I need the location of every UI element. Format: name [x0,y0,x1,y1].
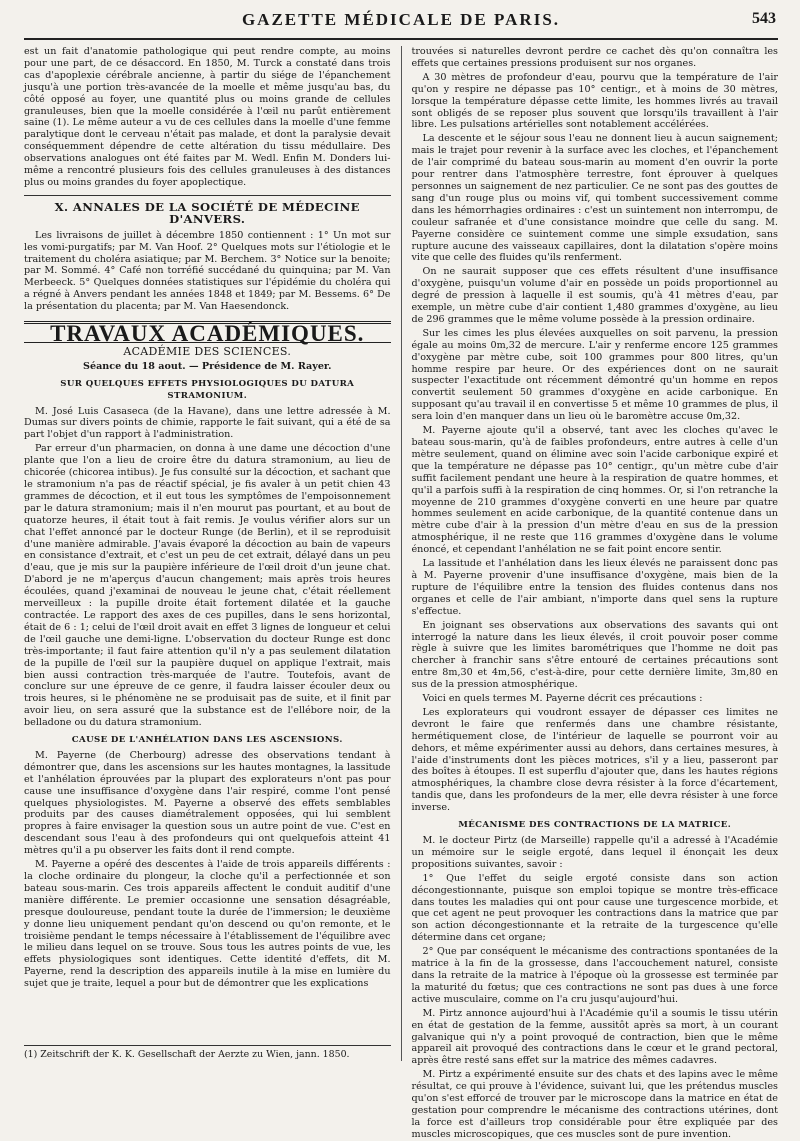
right-paragraph-15: M. Pirtz a expérimenté ensuite sur des chats et des lapins avec le même résultat, ce qui prouve à l'évidence, suivant lui, que les prétendus muscles qu'on s'est efforcé de trouver par le microscope dans la matrice en état de gestation pour comprendre le mécanisme des contractions utérines, dont la force est d'ailleurs trop considérable pour être expliquée par des muscles microscopiques, que ces muscles sont de pure invention. [411,1069,778,1140]
sitting-line: Séance du 18 aout. — Présidence de M. Rayer. [83,360,332,372]
right-paragraph-6: M. Payerne ajoute qu'il a observé, tant avec les cloches qu'avec le bateau sous-marin, qu'à de faibles profondeurs, entre autres à celle d'un mètre seulement, quand on élimine avec soin l'acide carbonique expiré et que la température ne dépasse pas 10° centigr., qu'un mètre cube d'air suffit facilement pendant une heure à la respiration de quatre hommes, et qu'il a parfois suffi à la respiration de cinq hommes. Or, si l'on retranche la moyenne de 210 grammes d'oxygène converti en une heure par quatre hommes seulement en acide carbonique, de la quantité contenue dans un mètre cube d'air à la pression d'un mètre d'eau en sus de la pression atmosphérique, il ne reste que 116 grammes d'oxygène dans le volume énoncé, et cependant l'anhélation ne se fait point encore sentir. [411,425,778,556]
right-paragraph-12: 1° Que l'effet du seigle ergoté consiste dans son action décongestionnante, puisque son emploi topique se montre très-efficace dans toutes les maladies qui ont pour cause une turgescence morbide, et que cet agent ne peut provoquer les contractions dans la matrice que par son action décongestionnante et la retraite de la turgescence qu'elle détermine dans cet organe; [411,872,778,944]
anhelation-rubric: CAUSE DE L'ANHÉLATION DANS LES ASCENSIONS. [71,735,343,746]
matrice-rubric: MÉCANISME DES CONTRACTIONS DE LA MATRICE. [458,820,732,831]
right-paragraph-2: A 30 mètres de profondeur d'eau, pourvu que la température de l'air qu'on y respire ne dépasse pas 10° centigr., et à moins de 30 mètres, lorsque la température dépasse cette limite, les hommes livrés au travail sont obligés de se reposer plus souvent que lorsqu'ils travaillent à l'air libre. Les pulsations artérielles sont notablement accélérées. [411,71,778,131]
right-paragraph-11: M. le docteur Pirtz (de Marseille) rappelle qu'il a adressé à l'Académie un mémoire sur le seigle ergoté, dans lequel il énonçait les deux propositions suivantes, savoir : [411,835,778,870]
text-columns [24,46,778,1140]
journal-title: GAZETTE MÉDICALE DE PARIS. [241,10,561,29]
datura-paragraph-1: M. José Luis Casaseca (de la Havane), dans une lettre adressée à M. Dumas sur divers points de chimie, rapporte le fait suivant, qui a été de sa part l'objet d'un rapport à l'administration. [24,405,391,441]
section-x-text: Les livraisons de juillet à décembre 1850 contiennent : 1° Un mot sur les vomi-purgatifs; par M. Van Hoof. 2° Quelques mots sur l'étiologie et le traitement du choléra asiatique; par M. Berchem. 3° Notice sur la benoite; par M. Sommé. 4° Café non torréfié succédané du quinquina; par M. Van Merbeeck. 5° Quelques données statistiques sur l'épidémie du choléra qui a régné à Anvers pendant les années 1848 et 1849; par M. Bessems. 6° De la présentation du placenta; par M. Van Haesendonck. [24,229,391,313]
right-paragraph-3: La descente et le séjour sous l'eau ne donnent lieu à aucun saignement; mais le trajet pour revenir à la surface avec les cloches, et l'épanchement de l'air comprimé du bateau sous-marin au moment d'en ouvrir la porte pour rentrer dans l'atmosphère terrestre, font éprouver à quelques personnes un saignement de nez particulier. Ce ne sont pas des gouttes de sang d'un rouge plus ou moins vif, qui tombent successivement comme dans les hémorrhagies ordinaires : c'est un suintement non interrompu, de couleur safranée et d'une consistance moindre que celle du sang. M. Payerne considère ce suintement comme une simple exsudation, sans rupture aucune des vaisseaux capillaires, dont la dilatation s'opère moins vite que celle des fluides qu'ils renferment. [411,133,778,264]
right-column [411,46,778,1140]
right-paragraph-13: 2° Que par conséquent le mécanisme des contractions spontanées de la matrice à la fin de la grossesse, dans l'accouchement naturel, consiste dans la retraite de la matrice à l'époque où la grossesse est terminée par la maturité du fœtus; que ces contractions ne sont pas dues à une force active musculaire, comme on l'a cru jusqu'aujourd'hui. [411,946,778,1005]
datura-paragraph-2: Par erreur d'un pharmacien, on donna à une dame une décoction d'une plante que l'on a lieu de croire être du datura stramonium, au lieu de chicorée (chicorea intibus). Je fus consulté sur la décoction, et sachant que le stramonium n'a pas de réactif spécial, je fis avaler à un petit chien 43 grammes de décoction, et il eut tous les symptômes de l'empoisonnement par le datura stramonium; mais il n'en mourut pas pourtant, et au bout de quatorze heures, il était tout à fait remis. Je voulus vérifier alors sur un chat l'effet annoncé par le docteur Runge (de Berlin), et il se reproduisit d'une manière admirable. J'avais évaporé la décoction au bain de vapeurs en consistance d'extrait, et c'est un peu de cet extrait, délayé dans un peu d'eau, que je mis sur la paupière inférieure de l'œil droit d'un jeune chat. D'abord je ne m'aperçus d'aucun changement; mais après trois heures écoulées, quand j'examinai de nouveau le jeune chat, c'était réellement merveilleux : la pupille droite était fortement dilatée et la gauche contractée. Le rapport des axes de ces pupilles, dans le sens horizontal, était de 6 : 1; celui de l'œil droit avait en effet 3 lignes de longueur et celui de l'œil gauche une demi-ligne. L'observation du docteur Runge est donc très-importante; il faut faire attention qu'il n'y a pas seulement dilatation de la pupille de l'œil sur la paupière duquel on applique l'extrait, mais bien aussi contraction très-marquée de l'autre. Toutefois, avant de conclure sur une épreuve de ce genre, il faudra laisser écouler deux ou trois heures, si le phénomène ne se produisait pas de suite, et il finit par avoir lieu, on sera assuré que la substance est de l'ellébore noir, de la belladone ou du datura stramonium. [24,443,391,729]
left-column [24,46,391,1061]
anhelation-paragraph-2: M. Payerne a opéré des descentes à l'aide de trois appareils différents : la cloche ordinaire du plongeur, la cloche qu'il a perfectionnée et son bateau sous-marin. Ces trois appareils affectent le conduit auditif d'une manière différente. Le premier occasionne une sensation désagréable, presque douloureuse, pendant toute la durée de l'immersion; le deuxième y donne lieu uniquement pendant qu'on descend ou qu'on remonte, et le troisième pendant le temps nécessaire à l'établissement de l'équilibre avec le milieu dans lequel on se trouve. Sous tous les autres points de vue, les effets physiologiques sont identiques. Cette identité d'effets, dit M. Payerne, rend la description des appareils inutile à la mise en lumière du sujet que je traite, lequel a pour but de démontrer que les explications [24,859,391,990]
footnote: (1) Zeitschrift der K. K. Gesellschaft der Aerzte zu Wien, jann. 1850. [24,1045,391,1061]
right-paragraph-10: Les explorateurs qui voudront essayer de dépasser ces limites ne devront le faire que renfermés dans une chambre résistante, hermétiquement close, de l'intérieur de laquelle se pourront voir au dehors, et même expérimenter aussi au dehors, dans certaines mesures, à l'aide d'instruments dont les pièces motrices, s'il y a lieu, passeront par des boîtes à étoupes. Il est superflu d'ajouter que, dans les hautes régions atmosphériques, la chambre close devra résister à la force d'écartement, tandis que, dans les profondeurs de la mer, elle devra résister à une force inverse. [411,706,778,814]
right-paragraph-7: La lassitude et l'anhélation dans les lieux élevés ne paraissent donc pas à M. Payerne provenir d'une insuffisance d'oxygène, mais bien de la rupture de l'équilibre entre la tension des fluides contenus dans nos organes et celle de l'air ambiant, n'importe dans quel sens la rupture s'effectue. [411,558,778,617]
right-paragraph-8: En joignant ses observations aux observations des savants qui ont interrogé la nature dans les lieux élevés, il croit pouvoir poser comme règle à suivre que les limites barométriques que l'homme ne doit pas chercher à franchir sans s'être entouré de certaines précautions sont entre 8m,30 et 4m,56, c'est-à-dire, pour cette dernière limite, 3m,80 en sus de la pression atmosphérique. [411,619,778,691]
academy-heading: ACADÉMIE DES SCIENCES. [123,344,292,358]
right-paragraph-5: Sur les cimes les plus élevées auxquelles on soit parvenu, la pression égale au moins 0m,32 de mercure. L'air y renferme encore 125 grammes d'oxygène par mètre cube, soit 100 grammes pour 800 litres, qu'un homme respire par heure. Or des expériences dont on ne saurait suspecter l'exactitude ont récemment démontré qu'un homme en repos convertit seulement 50 grammes d'oxygène en acide carbonique. En supposant qu'au travail il en convertisse 5 et même 10 grammes de plus, il sera loin d'en manquer dans un lieu où le baromètre accuse 0m,32. [411,327,778,423]
right-paragraph-14: M. Pirtz annonce aujourd'hui à l'Académie qu'il a soumis le tissu utérin en état de gestation de la femme, aussitôt après sa mort, à un courant galvanique qui n'y a point provoqué de contraction, bien que le même appareil ait provoqué des contractions dans le cœur et le grand pectoral, après être resté sans effet sur la matrice des mêmes cadavres. [411,1007,778,1067]
right-paragraph-9: Voici en quels termes M. Payerne décrit ces précautions : [422,693,703,705]
intro-paragraph: est un fait d'anatomie pathologique qui peut rendre compte, au moins pour une part, de ce désaccord. En 1850, M. Turck a constaté dans trois cas d'apoplexie cérébrale ancienne, à partir du siége de l'épanchement jusqu'à une portion très-avancée de la moelle et même jusqu'au bas, du côté opposé au foyer, une quantité plus ou moins grande de cellules granuleuses, bien que la moelle considérée à l'œil nu parût entièrement saine (1). Le même auteur a vu de ces cellules dans la moelle d'une femme paralytique dont le cerveau n'était pas malade, et dont la paralysie devait conséquemment dépendre de cette altération du tissu médullaire. Des observations analogues ont été faites par M. Wedl. Enfin M. Donders lui-même a rencontré plusieurs fois des cellules granuleuses à des distances plus ou moins grandes du foyer apoplectique. [24,46,391,188]
right-paragraph-1: trouvées si naturelles devront perdre ce cachet dès qu'on connaîtra les effets que certaines pressions produisent sur nos organes. [411,46,778,69]
travaux-academiques-banner: TRAVAUX ACADÉMIQUES. [24,321,391,343]
page-header [24,8,778,40]
right-paragraph-4: On ne saurait supposer que ces effets résultent d'une insuffisance d'oxygène, puisqu'un volume d'air en possède un poids proportionnel au degré de pression à laquelle il est soumis, qu'à 41 mètres d'eau, par exemple, un mètre cube d'air contient 1,480 grammes d'oxygène, au lieu de 296 grammes que le même volume possède à la pression ordinaire. [411,266,778,325]
anhelation-paragraph-1: M. Payerne (de Cherbourg) adresse des observations tendant à démontrer que, dans les ascensions sur les hautes montagnes, la lassitude et l'anhélation éprouvées par la plupart des explorateurs n'ont pas pour cause une insuffisance d'oxygène dans l'air respiré, comme l'ont pensé quelques physiologistes. M. Payerne a observé des effets semblables produits par des causes diamétralement opposées, qui lui semblent propres à faire envisager la question sous un autre point de vue. C'est en descendant sous l'eau à des profondeurs qui ont quelquefois atteint 41 mètres qu'il a pu observer les faits dont il rend compte. [24,749,391,857]
section-x-heading: X. ANNALES DE LA SOCIÉTÉ DE MÉDECINE D'ANVERS. [24,195,391,226]
datura-rubric: SUR QUELQUES EFFETS PHYSIOLOGIQUES DU DATURA STRAMONIUM. [60,378,355,401]
column-divider [401,46,402,1061]
page-number: 543 [752,10,776,27]
